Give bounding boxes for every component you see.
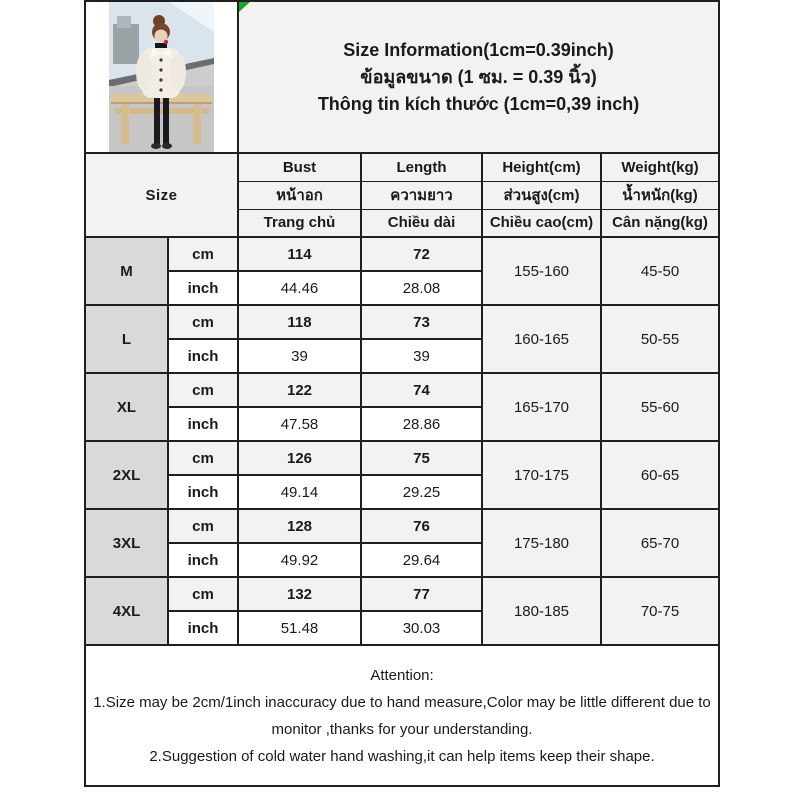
length-cm-value: 73 — [361, 305, 482, 339]
unit-inch: inch — [168, 543, 238, 577]
length-cm-value: 76 — [361, 509, 482, 543]
col-header-weight-th: น้ำหนัก(kg) — [601, 181, 719, 209]
bust-cm-value: 118 — [238, 305, 361, 339]
size-label-3xl: 3XL — [85, 509, 168, 577]
col-header-bust: Bust — [238, 153, 361, 181]
unit-inch: inch — [168, 611, 238, 645]
bust-inch-value: 44.46 — [238, 271, 361, 305]
bust-inch-value: 49.92 — [238, 543, 361, 577]
unit-cm: cm — [168, 305, 238, 339]
size-label-xl: XL — [85, 373, 168, 441]
unit-inch: inch — [168, 339, 238, 373]
weight-range: 55-60 — [601, 373, 719, 441]
title-cell — [238, 1, 719, 153]
col-header-weight: Weight(kg) — [601, 153, 719, 181]
bust-cm-value: 114 — [238, 237, 361, 271]
title-thai: ข้อมูลขนาด (1 ซม. = 0.39 นิ้ว) — [360, 66, 597, 87]
bust-inch-value: 39 — [238, 339, 361, 373]
unit-cm: cm — [168, 441, 238, 475]
unit-inch: inch — [168, 407, 238, 441]
col-header-height-th: ส่วนสูง(cm) — [482, 181, 601, 209]
attention-box — [85, 645, 719, 786]
photo-window-reflection — [113, 24, 139, 64]
size-label-m: M — [85, 237, 168, 305]
weight-range: 45-50 — [601, 237, 719, 305]
size-chart-table — [84, 0, 720, 787]
green-corner-marker — [239, 2, 250, 12]
size-label-2xl: 2XL — [85, 441, 168, 509]
col-header-weight-vi: Cân nặng(kg) — [601, 209, 719, 237]
unit-inch: inch — [168, 475, 238, 509]
length-cm-value: 77 — [361, 577, 482, 611]
col-header-bust-th: หน้าอก — [238, 181, 361, 209]
bust-cm-value: 132 — [238, 577, 361, 611]
unit-cm: cm — [168, 373, 238, 407]
size-information-sheet — [84, 0, 718, 787]
bust-inch-value: 51.48 — [238, 611, 361, 645]
length-cm-value: 74 — [361, 373, 482, 407]
bust-cm-value: 126 — [238, 441, 361, 475]
model-photo-illustration — [109, 2, 214, 152]
title-english: Size Information(1cm=0.39inch) — [343, 39, 614, 60]
attention-note-2: 2.Suggestion of cold water hand washing,it can help items keep their shape. — [149, 747, 655, 765]
weight-range: 65-70 — [601, 509, 719, 577]
attention-heading: Attention: — [370, 666, 434, 684]
length-inch-value: 30.03 — [361, 611, 482, 645]
size-label-l: L — [85, 305, 168, 373]
unit-cm: cm — [168, 509, 238, 543]
length-cm-value: 75 — [361, 441, 482, 475]
table-row — [85, 373, 719, 407]
weight-range: 70-75 — [601, 577, 719, 645]
length-inch-value: 29.64 — [361, 543, 482, 577]
weight-range: 50-55 — [601, 305, 719, 373]
unit-inch: inch — [168, 271, 238, 305]
height-range: 160-165 — [482, 305, 601, 373]
col-header-bust-vi: Trang chủ — [238, 209, 361, 237]
height-range: 170-175 — [482, 441, 601, 509]
height-range: 175-180 — [482, 509, 601, 577]
col-header-height: Height(cm) — [482, 153, 601, 181]
height-range: 165-170 — [482, 373, 601, 441]
bust-cm-value: 122 — [238, 373, 361, 407]
product-photo-cell — [85, 1, 238, 153]
length-inch-value: 39 — [361, 339, 482, 373]
length-cm-value: 72 — [361, 237, 482, 271]
length-inch-value: 29.25 — [361, 475, 482, 509]
col-header-length-vi: Chiều dài — [361, 209, 482, 237]
bust-cm-value: 128 — [238, 509, 361, 543]
table-row — [85, 441, 719, 475]
length-inch-value: 28.08 — [361, 271, 482, 305]
height-range: 180-185 — [482, 577, 601, 645]
length-inch-value: 28.86 — [361, 407, 482, 441]
size-header: Size — [85, 153, 238, 237]
height-range: 155-160 — [482, 237, 601, 305]
unit-cm: cm — [168, 577, 238, 611]
table-row — [85, 305, 719, 339]
table-row — [85, 577, 719, 611]
bust-inch-value: 49.14 — [238, 475, 361, 509]
header-row-english — [85, 153, 719, 181]
unit-cm: cm — [168, 237, 238, 271]
col-header-height-vi: Chiều cao(cm) — [482, 209, 601, 237]
bust-inch-value: 47.58 — [238, 407, 361, 441]
table-row — [85, 237, 719, 271]
col-header-length: Length — [361, 153, 482, 181]
col-header-length-th: ความยาว — [361, 181, 482, 209]
title-row — [85, 1, 719, 153]
title-vietnamese: Thông tin kích thước (1cm=0,39 inch) — [317, 93, 640, 114]
attention-row — [85, 645, 719, 786]
attention-note-1: 1.Size may be 2cm/1inch inaccuracy due to hand measure,Color may be little different due to monitor ,thanks for your understanding. — [93, 693, 711, 738]
table-row — [85, 509, 719, 543]
product-photo — [109, 2, 214, 152]
weight-range: 60-65 — [601, 441, 719, 509]
size-label-4xl: 4XL — [85, 577, 168, 645]
